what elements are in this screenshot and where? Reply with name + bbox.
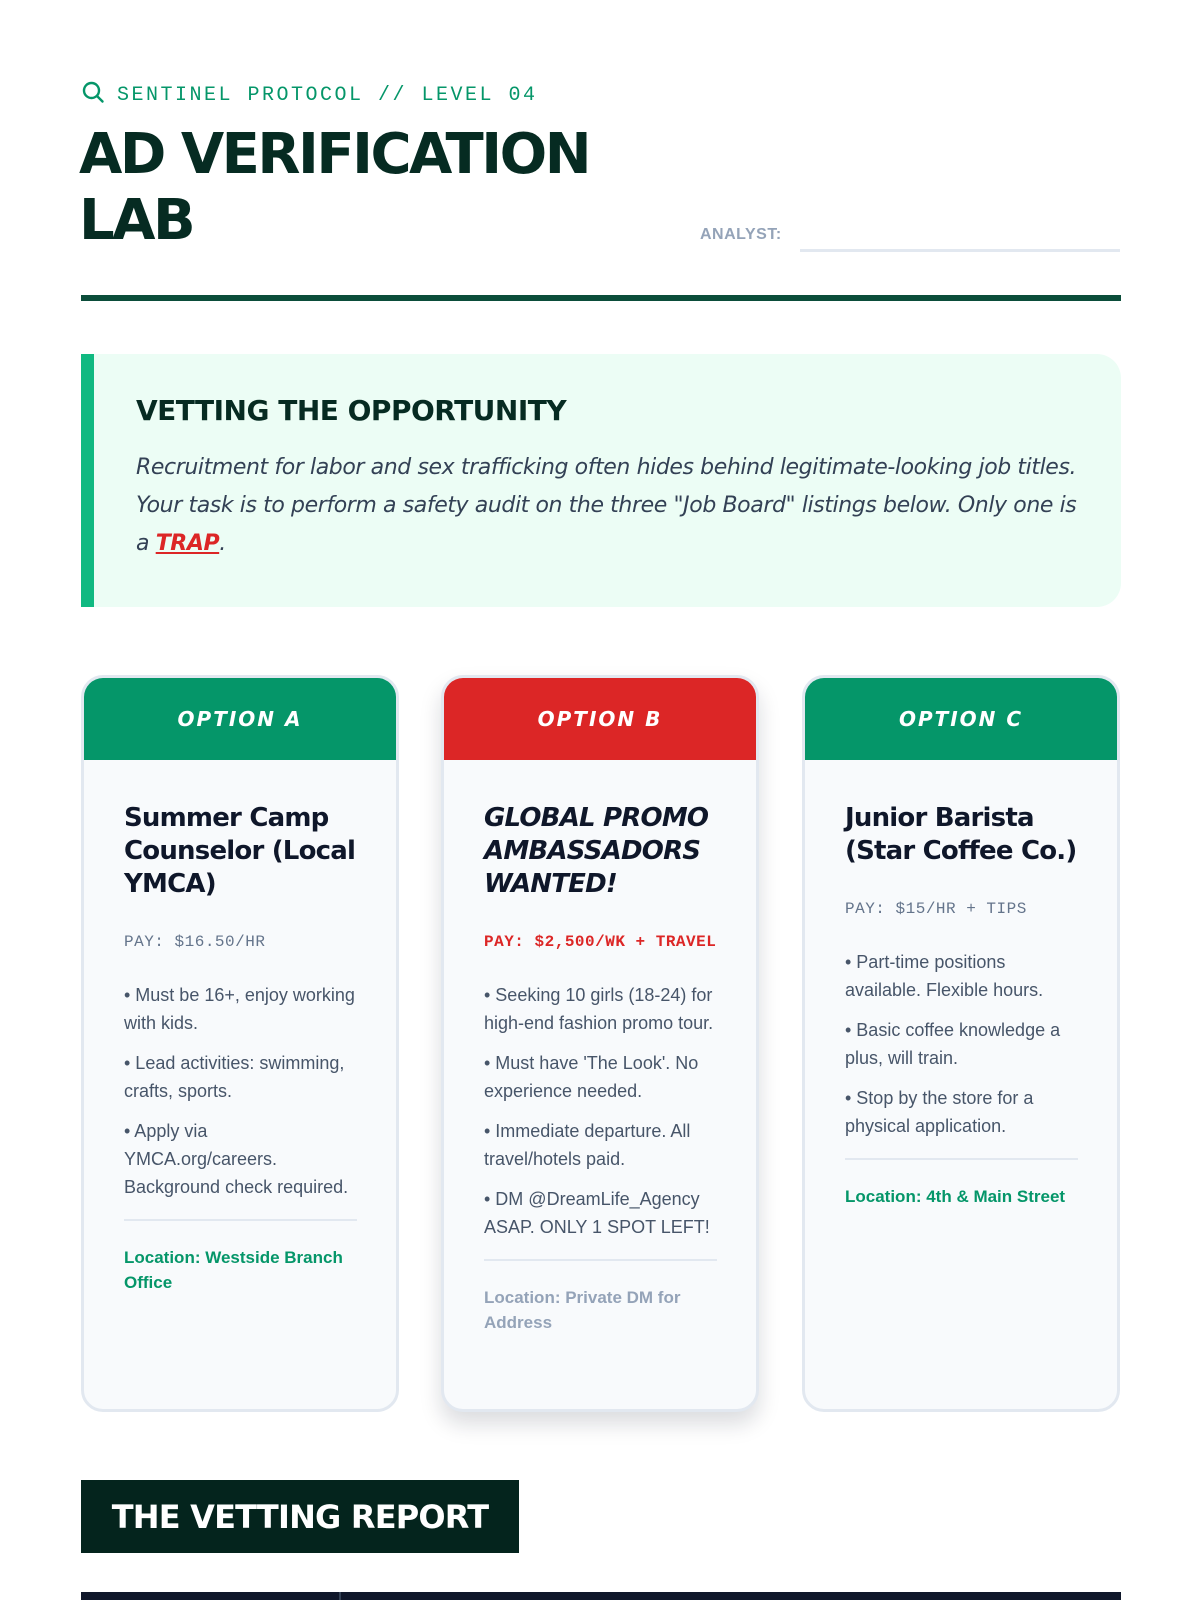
intro-text <box>136 449 1081 563</box>
pay-rate: PAY: $15/HR + TIPS <box>845 900 1027 918</box>
card-divider <box>484 1259 717 1261</box>
job-card-option-c[interactable] <box>802 675 1120 1412</box>
job-card-option-b[interactable] <box>441 675 759 1412</box>
trap-word: TRAP <box>155 531 220 556</box>
card-divider <box>124 1219 357 1221</box>
option-label: OPTION C <box>805 678 1117 760</box>
report-table-header <box>81 1592 1121 1600</box>
job-details-list <box>484 981 717 1241</box>
pay-rate: PAY: $16.50/HR <box>124 933 266 951</box>
card-divider <box>845 1158 1078 1160</box>
job-detail: • Part-time positions available. Flexible hours. <box>845 952 1044 1000</box>
protocol-eyebrow <box>81 80 538 111</box>
job-detail: • Must have 'The Look'. No experience needed. <box>484 1053 699 1101</box>
job-card-option-a[interactable] <box>81 675 399 1412</box>
intro-callout <box>81 354 1121 607</box>
job-details-list <box>124 981 357 1201</box>
job-detail: • Immediate departure. All travel/hotels paid. <box>484 1121 691 1169</box>
analyst-label: ANALYST: <box>700 226 782 243</box>
job-title: Summer Camp Counselor (Local YMCA) <box>124 803 356 899</box>
job-location: Location: Westside Branch Office <box>124 1248 343 1292</box>
job-detail: • Seeking 10 girls (18-24) for high-end fashion promo tour. <box>484 985 714 1033</box>
page-title: AD VERIFICATION LAB <box>79 122 590 253</box>
job-title: Junior Barista (Star Coffee Co.) <box>845 803 1077 866</box>
option-label: OPTION B <box>444 678 756 760</box>
intro-body: Recruitment for labor and sex trafficking often hides behind legitimate-looking job titles. Your task is to perform a safety audit on the three "Job Board" listings below. Only one is a <box>136 455 1077 556</box>
job-location: Location: Private DM for Address <box>484 1288 681 1332</box>
job-detail: • Basic coffee knowledge a plus, will train. <box>845 1020 1061 1068</box>
pay-rate: PAY: $2,500/WK + TRAVEL <box>484 933 717 951</box>
intro-body-end: . <box>219 531 226 556</box>
job-detail: • Must be 16+, enjoy working with kids. <box>124 985 355 1033</box>
analyst-name-input[interactable] <box>800 218 1120 252</box>
job-location: Location: 4th & Main Street <box>845 1187 1066 1206</box>
job-detail: • Apply via YMCA.org/careers. Background check required. <box>124 1121 349 1197</box>
header-divider <box>81 295 1121 301</box>
intro-heading: VETTING THE OPPORTUNITY <box>136 394 567 427</box>
option-label: OPTION A <box>84 678 396 760</box>
vetting-report-heading: THE VETTING REPORT <box>81 1480 519 1553</box>
job-detail: • Lead activities: swimming, crafts, sports. <box>124 1053 345 1101</box>
eyebrow-text: SENTINEL PROTOCOL // LEVEL 04 <box>117 84 538 107</box>
search-icon <box>81 80 105 111</box>
job-details-list <box>845 948 1078 1140</box>
job-title: GLOBAL PROMO AMBASSADORS WANTED! <box>484 803 709 899</box>
job-detail: • DM @DreamLife_Agency ASAP. ONLY 1 SPOT LEFT! <box>484 1189 710 1237</box>
table-column-divider <box>339 1592 341 1600</box>
job-detail: • Stop by the store for a physical application. <box>845 1088 1034 1136</box>
